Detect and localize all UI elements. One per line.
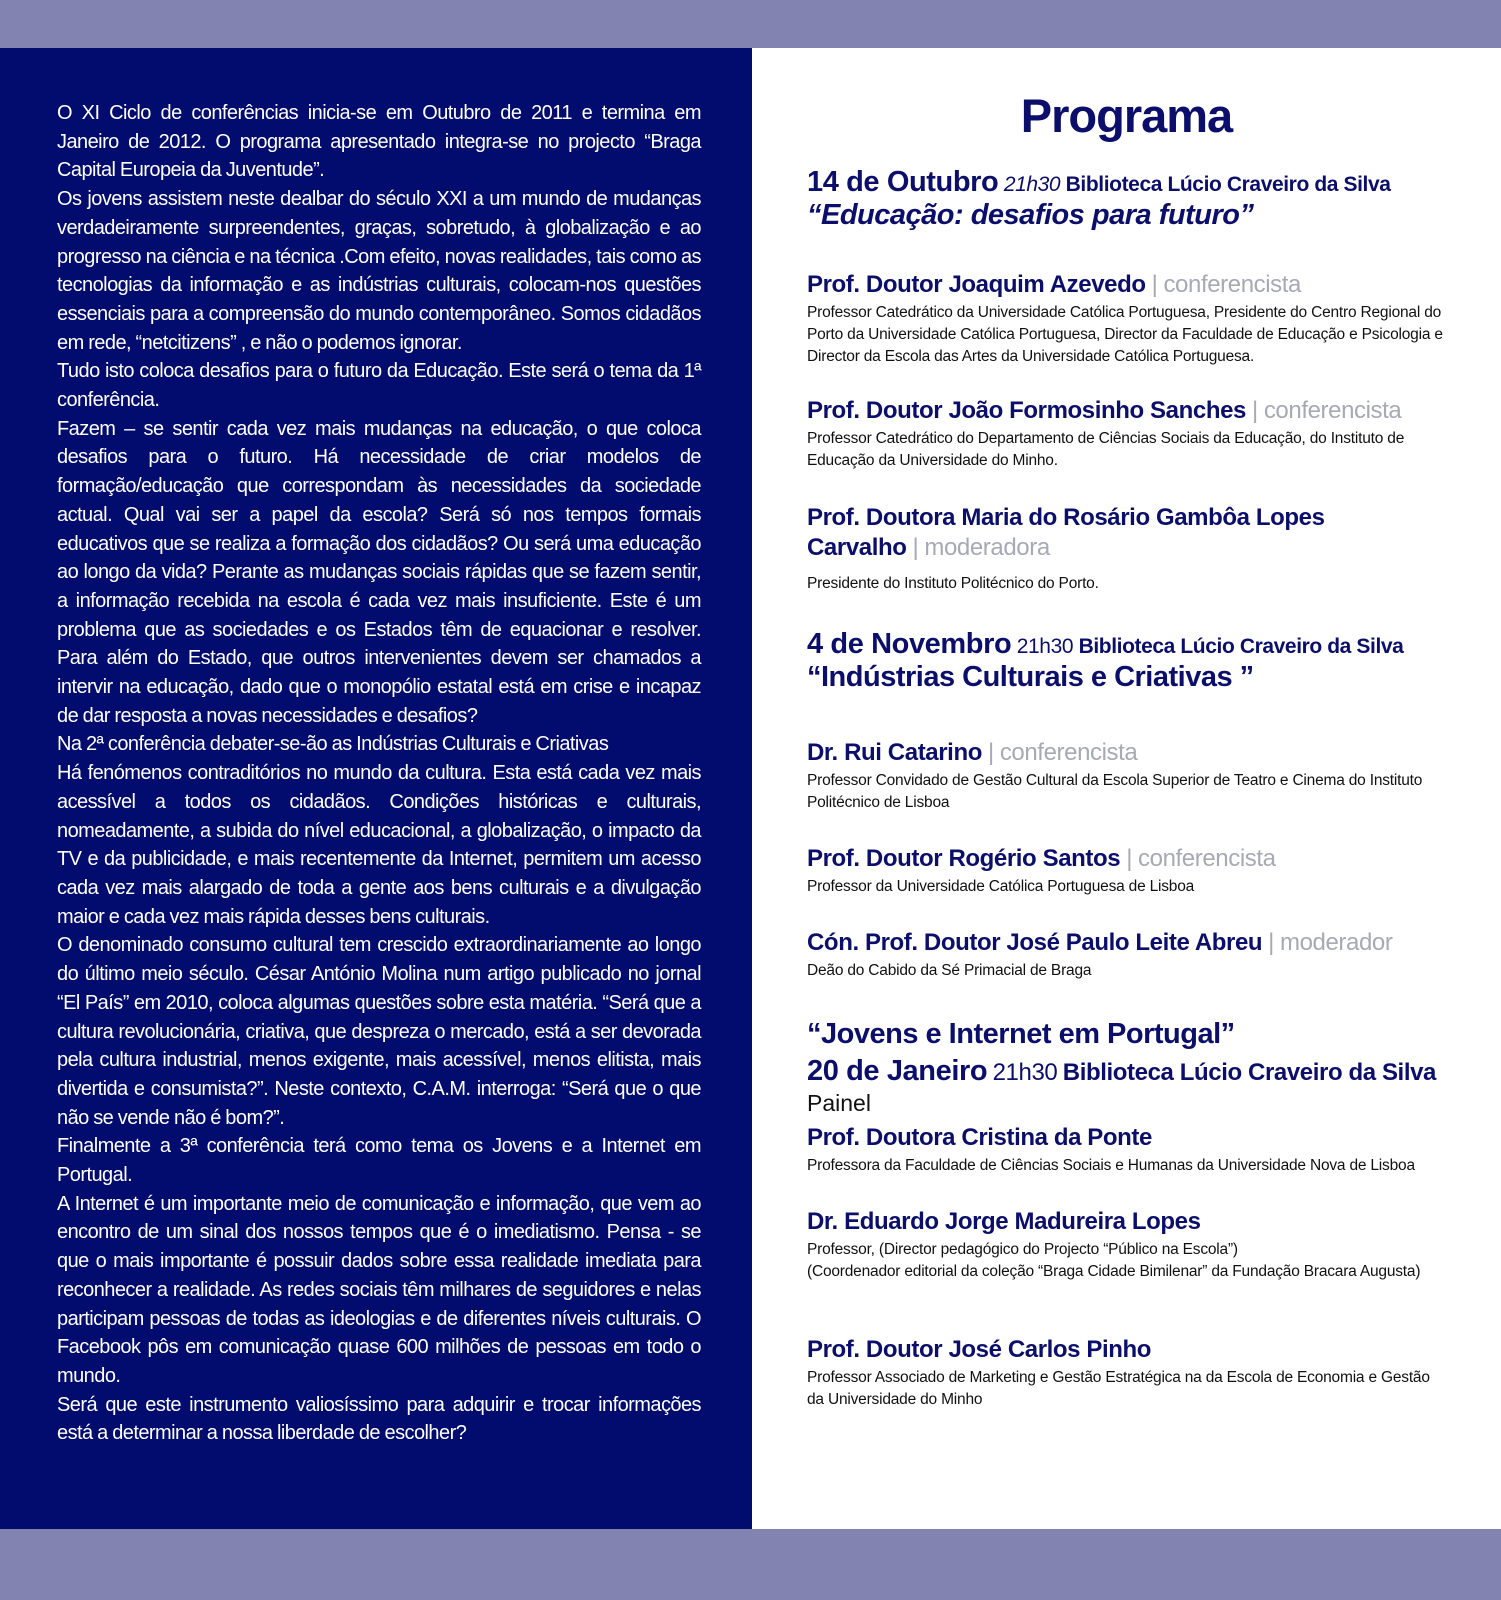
- top-band: [0, 0, 1501, 48]
- intro-text: [57, 99, 701, 1448]
- session-2-header: [807, 628, 1447, 694]
- speaker-description: Professora da Faculdade de Ciências Sociais e Humanas da Universidade Nova de Lisboa: [807, 1157, 1415, 1174]
- speaker-name: Prof. Doutor José Carlos Pinho: [807, 1336, 1152, 1363]
- session-theme: “Indústrias Culturais e Criativas ”: [807, 661, 1254, 693]
- speaker-line: Cón. Prof. Doutor José Paulo Leite Abreu | moderador: [807, 929, 1393, 956]
- speaker-role: conferencista: [1163, 271, 1301, 298]
- programa-panel: [752, 48, 1501, 1529]
- session-venue: Biblioteca Lúcio Craveiro da Silva: [1078, 635, 1404, 658]
- speaker-block: [807, 270, 1447, 368]
- session-3-date-line: [807, 1055, 1447, 1088]
- speaker-description: Professor Convidado de Gestão Cultural da Escola Superior de Teatro e Cinema do Instituto Politécnico de Lisboa: [807, 772, 1423, 811]
- intro-paragraph: Tudo isto coloca desafios para o futuro da Educação. Este será o tema da 1ª conferência.: [57, 360, 701, 412]
- speaker-description: Deão do Cabido da Sé Primacial de Braga: [807, 962, 1092, 979]
- session-theme: “Educação: desafios para futuro”: [807, 199, 1254, 231]
- session-venue: Biblioteca Lúcio Craveiro da Silva: [1065, 173, 1391, 196]
- speaker-description: Professor Catedrático do Departamento de Ciências Sociais da Educação, do Instituto de Educação da Universidade do Minho.: [807, 430, 1405, 469]
- speaker-name: Prof. Doutora Maria do Rosário Gambôa Lopes Carvalho: [807, 504, 1325, 561]
- speaker-name: Prof. Doutora Cristina da Ponte: [807, 1124, 1152, 1151]
- speaker-line: Prof. Doutora Maria do Rosário Gambôa Lopes Carvalho | moderadora: [807, 504, 1325, 561]
- session-venue: Biblioteca Lúcio Craveiro da Silva: [1062, 1059, 1436, 1086]
- intro-paragraph: Será que este instrumento valiosíssimo para adquirir e trocar informações está a determinar a nossa liberdade de escolher?: [57, 1393, 701, 1445]
- speaker-name: Dr. Eduardo Jorge Madureira Lopes: [807, 1208, 1201, 1235]
- speaker-name: Prof. Doutor João Formosinho Sanches: [807, 397, 1246, 424]
- session-date: 20 de Janeiro: [807, 1055, 988, 1087]
- intro-paragraph: O XI Ciclo de conferências inicia-se em Outubro de 2011 e termina em Janeiro de 2012. O programa apresentado integra-se no projecto “Braga Capital Europeia da Juventude”.: [57, 102, 701, 182]
- intro-paragraph: Há fenómenos contraditórios no mundo da cultura. Esta está cada vez mais acessível a todos os cidadãos. Condições históricas e culturais, nomeadamente, a subida do nível educacional, a globalização, o impacto da TV e da publicidade, e mais recentemente da Internet, permitem um acesso cada vez mais alargado de toda a gente aos bens culturais e a divulgação maior e cada vez mais rápida desses bens culturais.: [57, 762, 701, 928]
- speaker-description: Professor Associado de Marketing e Gestão Estratégica na da Escola de Economia e Gestão da Universidade do Minho: [807, 1369, 1430, 1408]
- speaker-role: conferencista: [1138, 845, 1276, 872]
- speaker-description-extra: (Coordenador editorial da coleção “Braga Cidade Bimilenar” da Fundação Bracara Augusta): [807, 1263, 1421, 1280]
- speaker-role: conferencista: [999, 739, 1138, 766]
- speaker-description: Professor da Universidade Católica Portuguesa de Lisboa: [807, 878, 1195, 895]
- speaker-description: Presidente do Instituto Politécnico do Porto.: [807, 575, 1099, 592]
- session-3-header: [807, 1018, 1447, 1118]
- bottom-band: [0, 1529, 1501, 1600]
- speaker-role: moderador: [1280, 929, 1393, 956]
- speaker-block: [807, 1123, 1447, 1177]
- speaker-block: [807, 503, 1447, 595]
- session-time: 21h30: [992, 1059, 1058, 1086]
- intro-paragraph: Os jovens assistem neste dealbar do século XXI a um mundo de mudanças verdadeiramente surpreendentes, graças, sobretudo, à globalização e ao progresso na ciência e na técnica .Com efeito, novas realidades, tais como as tecnologias da informação e as indústrias culturais, colocam-nos questões essenciais para a compreensão do mundo contemporâneo. Somos cidadãos em rede, “netcitizens” , e não o podemos ignorar.: [57, 188, 701, 354]
- programa-title: Programa: [1020, 89, 1233, 142]
- speaker-name: Prof. Doutor Rogério Santos: [807, 845, 1121, 872]
- speaker-name: Cón. Prof. Doutor José Paulo Leite Abreu: [807, 929, 1263, 956]
- intro-paragraph: O denominado consumo cultural tem crescido extraordinariamente ao longo do último meio século. César António Molina num artigo publicado no jornal “El País” em 2010, coloca algumas questões sobre esta matéria. “Será que a cultura revolucionária, criativa, que despreza o mercado, está a ser devorada pela cultura industrial, menos exigente, mais acessível, menos elitista, mais divertida e consumista?”. Neste contexto, C.A.M. interroga: “Será que o que não se vende não é bom?”.: [57, 934, 701, 1129]
- speaker-line: Prof. Doutor Rogério Santos | conferencista: [807, 845, 1276, 872]
- session-time: 21h30: [1016, 635, 1074, 658]
- session-format: Painel: [807, 1090, 871, 1116]
- speaker-description: Professor Catedrático da Universidade Católica Portuguesa, Presidente do Centro Regional do Porto da Universidade Católica Portuguesa, Director da Faculdade de Educação e Psicologia e Director da Escola das Artes da Universidade Católica Portuguesa.: [807, 304, 1443, 365]
- intro-panel: [0, 48, 752, 1529]
- speaker-block: [807, 1335, 1447, 1411]
- session-date: 4 de Novembro: [807, 628, 1012, 660]
- intro-paragraph: Fazem – se sentir cada vez mais mudanças na educação, o que coloca desafios para o futuro. Há necessidade de criar modelos de formação/educação que correspondam às necessidades da sociedade actual. Qual vai ser a papel da escola? Será só nos tempos formais educativos que se realiza a formação dos cidadãos? Ou será uma educação ao longo da vida? Perante as mudanças sociais rápidas que se fazem sentir, a informação recebida na escola é cada vez mais insuficiente. Este é um problema que as sociedades e os Estados têm de equacionar e resolver. Para além do Estado, que outros intervenientes devem ser chamados a intervir na educação, dado que o monopólio estatal está em crise e incapaz de dar resposta a novas necessidades e desafios?: [57, 417, 701, 727]
- speaker-line: Dr. Rui Catarino | conferencista: [807, 739, 1138, 766]
- speaker-block: [807, 928, 1447, 982]
- speaker-block: [807, 396, 1447, 472]
- session-1-header: [807, 166, 1447, 232]
- session-1-date-line: [807, 166, 1447, 199]
- speaker-line: Prof. Doutor João Formosinho Sanches | conferencista: [807, 397, 1402, 424]
- speaker-block: [807, 738, 1447, 814]
- session-date: 14 de Outubro: [807, 166, 999, 198]
- intro-paragraph: Finalmente a 3ª conferência terá como tema os Jovens e a Internet em Portugal.: [57, 1135, 701, 1187]
- session-time: 21h30: [1003, 173, 1061, 196]
- speaker-role: moderadora: [924, 534, 1050, 561]
- speaker-line: Prof. Doutor Joaquim Azevedo | conferencista: [807, 271, 1301, 298]
- intro-paragraph: Na 2ª conferência debater-se-ão as Indústrias Culturais e Criativas: [57, 733, 609, 756]
- speaker-block: [807, 1207, 1447, 1283]
- speaker-name: Prof. Doutor Joaquim Azevedo: [807, 271, 1146, 298]
- speaker-name: Dr. Rui Catarino: [807, 739, 982, 766]
- session-2-date-line: [807, 628, 1447, 661]
- speaker-block: [807, 844, 1447, 898]
- session-theme: “Jovens e Internet em Portugal”: [807, 1018, 1235, 1050]
- speaker-role: conferencista: [1263, 397, 1402, 424]
- intro-paragraph: A Internet é um importante meio de comunicação e informação, que vem ao encontro de um sinal dos nossos tempos que é o imediatismo. Pensa - se que o mais importante é possuir dados sobre essa realidade imediata para reconhecer a realidade. As redes sociais têm milhares de seguidores e nelas participam pessoas de todas as ideologias e de diferentes níveis culturais. O Facebook pôs em comunicação quase 600 milhões de pessoas em todo o mundo.: [57, 1192, 701, 1387]
- speaker-description: Professor, (Director pedagógico do Projecto “Público na Escola”): [807, 1241, 1238, 1258]
